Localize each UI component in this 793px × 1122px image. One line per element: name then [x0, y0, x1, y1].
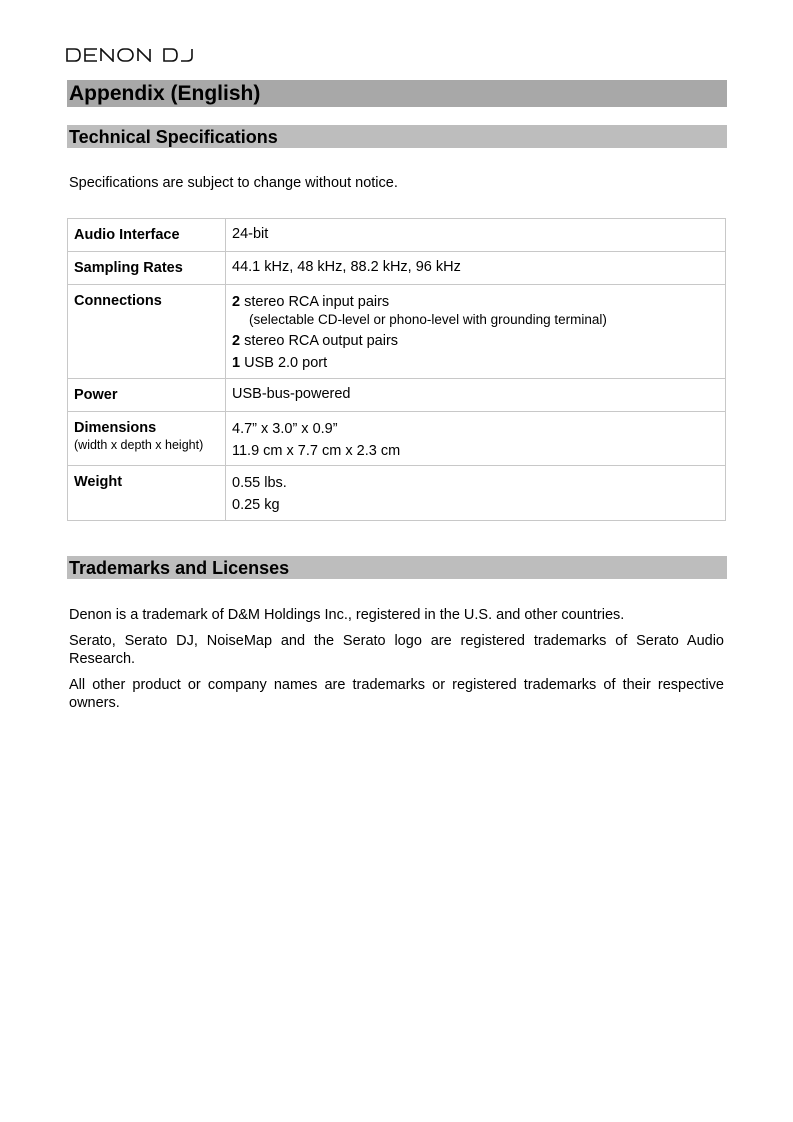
spec-label: Connections: [68, 285, 226, 379]
connection-output: [232, 331, 725, 351]
spec-value: 44.1 kHz, 48 kHz, 88.2 kHz, 96 kHz: [226, 252, 726, 285]
table-row: [68, 466, 726, 521]
trademarks-heading: Trademarks and Licenses: [67, 556, 727, 579]
dimensions-inches: 4.7” x 3.0” x 0.9”: [232, 421, 338, 437]
trademark-paragraph: Denon is a trademark of D&M Holdings Inc., registered in the U.S. and other countries.: [69, 607, 625, 623]
spec-value: [226, 285, 726, 379]
connection-usb: [232, 353, 725, 373]
denon-dj-logo: [66, 48, 206, 62]
table-row: [68, 219, 726, 252]
spec-label: Weight: [68, 466, 226, 521]
connection-text: stereo RCA input pairs: [244, 294, 390, 310]
spec-value: USB-bus-powered: [226, 379, 726, 412]
dimensions-label: Dimensions: [74, 420, 157, 436]
dimensions-cm: 11.9 cm x 7.7 cm x 2.3 cm: [232, 443, 401, 459]
spec-value: 24-bit: [226, 219, 726, 252]
appendix-title: Appendix (English): [67, 80, 727, 107]
spec-label: Audio Interface: [68, 219, 226, 252]
connection-text: USB 2.0 port: [244, 355, 328, 371]
specifications-table: [67, 218, 726, 521]
spec-label: [68, 412, 226, 466]
spec-change-note: Specifications are subject to change without notice.: [69, 175, 398, 191]
count: 2: [232, 294, 241, 310]
count: 1: [232, 355, 241, 371]
connection-input-note: (selectable CD-level or phono-level with grounding terminal): [249, 312, 607, 327]
spec-label: Power: [68, 379, 226, 412]
weight-lbs: 0.55 lbs.: [232, 475, 287, 491]
dimensions-sublabel: (width x depth x height): [74, 438, 204, 452]
connection-text: stereo RCA output pairs: [244, 333, 399, 349]
table-row: [68, 379, 726, 412]
weight-kg: 0.25 kg: [232, 497, 280, 513]
spec-value: [226, 412, 726, 466]
table-row: [68, 412, 726, 466]
table-row: [68, 285, 726, 379]
table-row: [68, 252, 726, 285]
spec-label: Sampling Rates: [68, 252, 226, 285]
count: 2: [232, 333, 241, 349]
spec-value: [226, 466, 726, 521]
trademark-paragraph: Serato, Serato DJ, NoiseMap and the Serato logo are registered trademarks of Serato Audio Research.: [69, 633, 724, 667]
connection-input: [232, 292, 725, 312]
technical-specifications-heading: Technical Specifications: [67, 125, 727, 148]
trademark-paragraph: All other product or company names are trademarks or registered trademarks of their respective owners.: [69, 677, 724, 711]
